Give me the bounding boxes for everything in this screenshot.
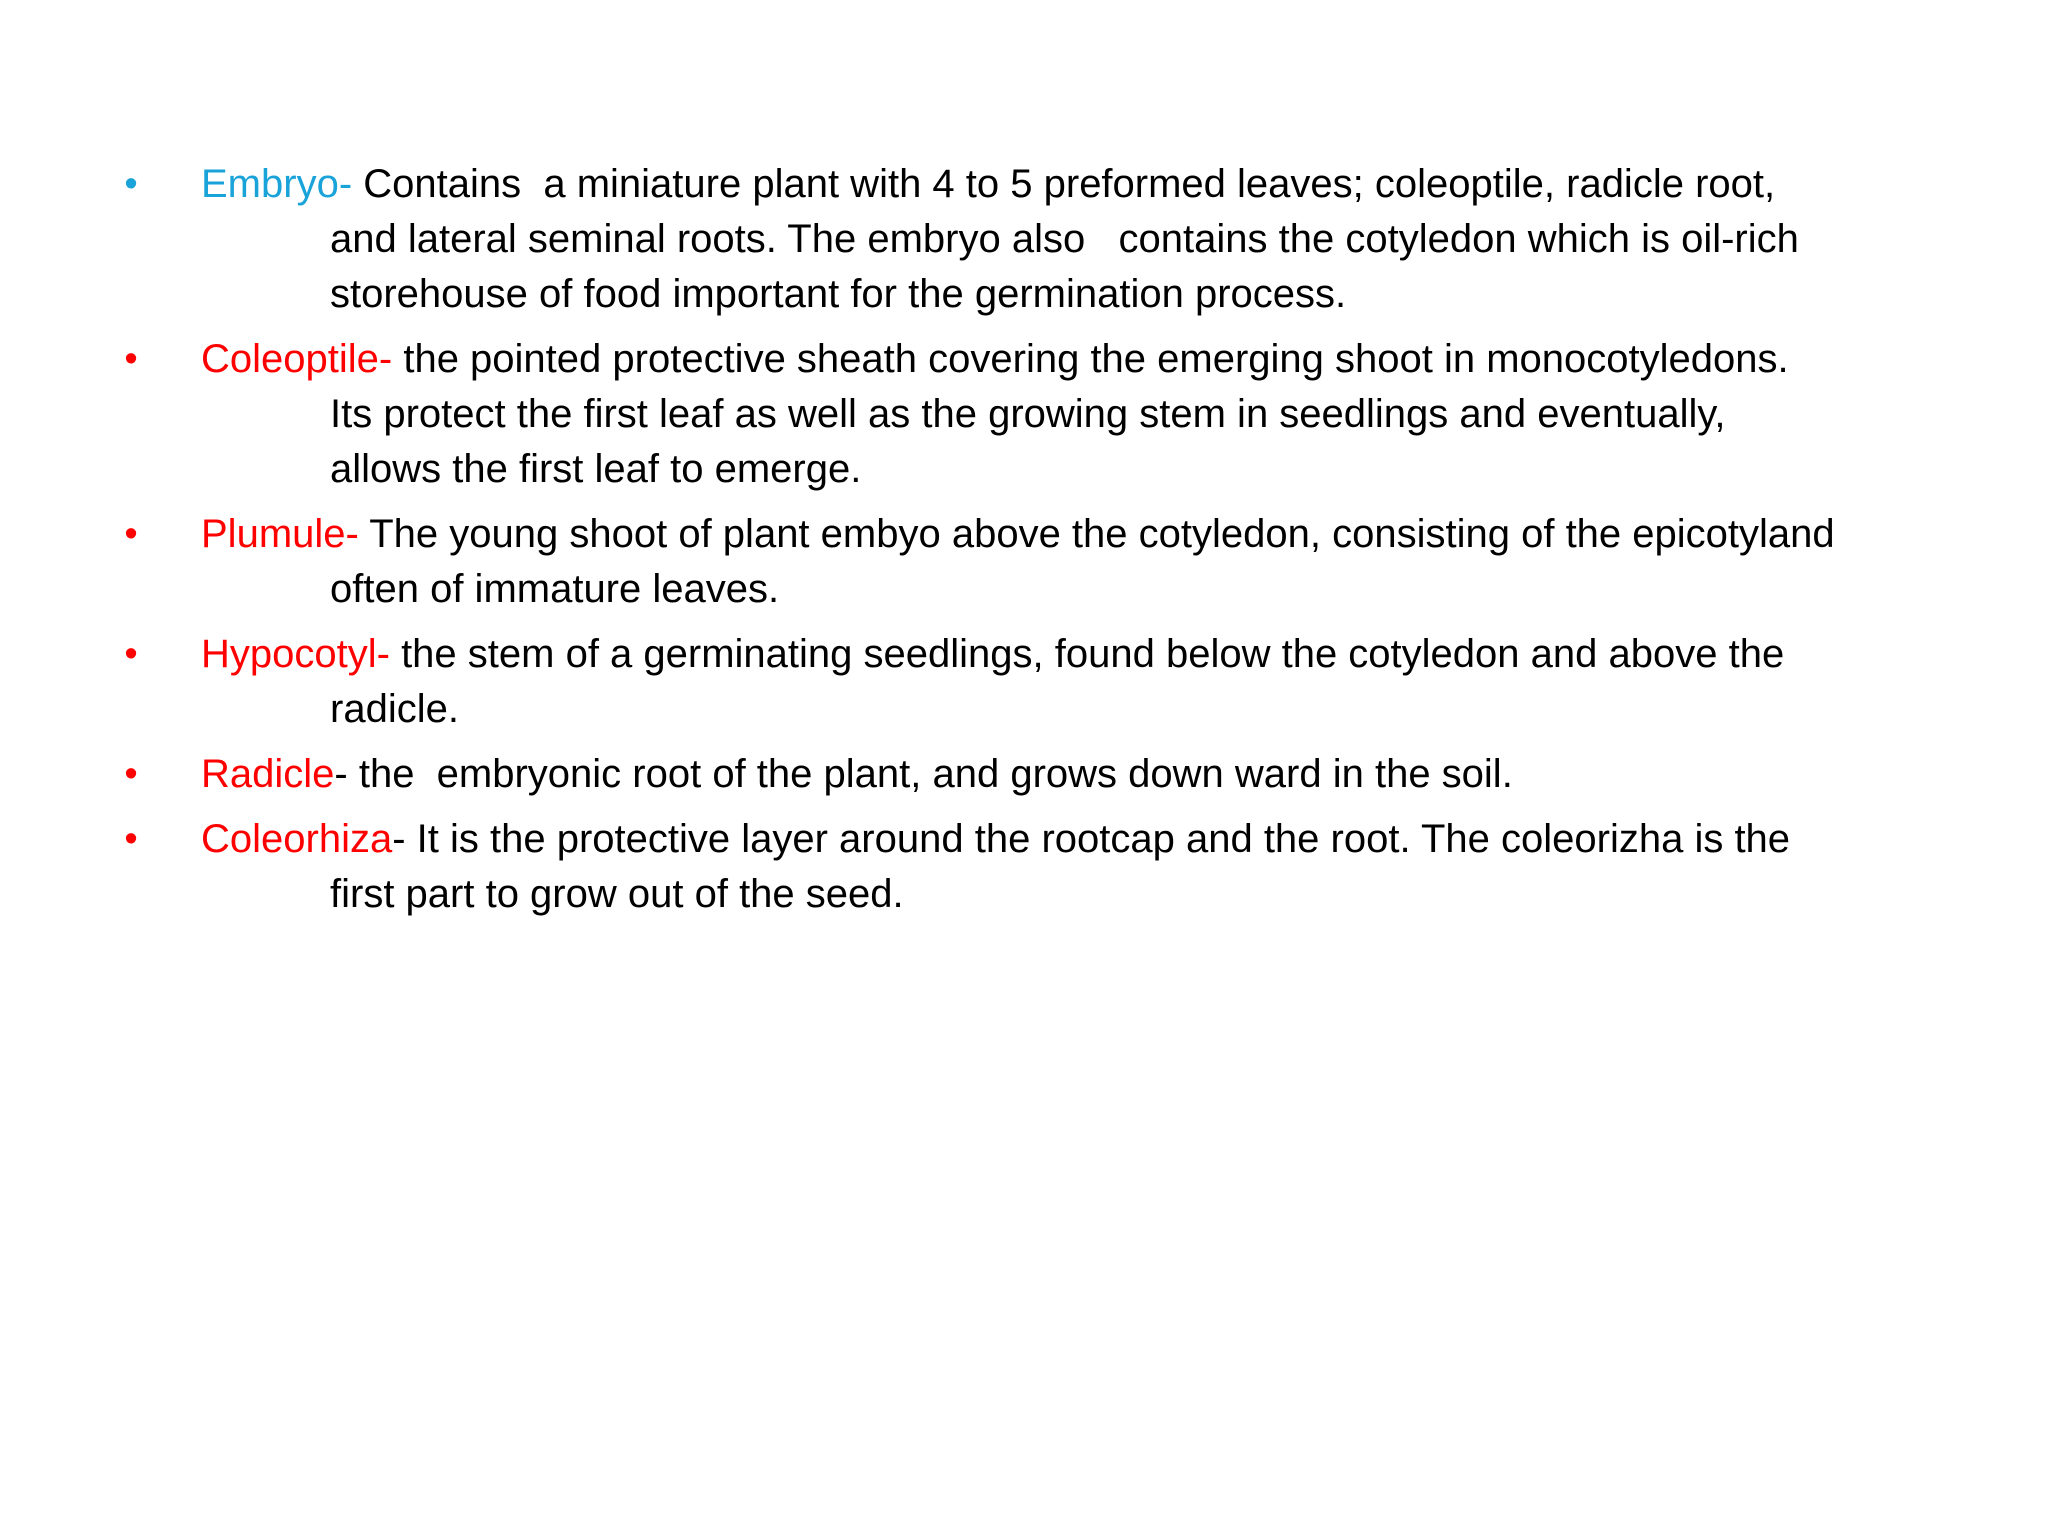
- term-label: Plumule-: [201, 512, 370, 556]
- definition-text: - It is the protective layer around the rootcap and the root. The coleorizha is the: [392, 817, 1791, 861]
- term-label: Coleorhiza: [201, 817, 393, 861]
- bullet-list: [0, 157, 2048, 932]
- list-item-first-line: [0, 747, 2048, 802]
- continuation-line: first part to grow out of the seed.: [330, 872, 904, 916]
- continuation-line: often of immature leaves.: [330, 567, 780, 611]
- bullet-dot-icon: •: [124, 513, 138, 555]
- list-item-first-line: [0, 627, 2048, 682]
- list-item-coleoptile: [0, 332, 2048, 497]
- definition-text: - the embryonic root of the plant, and grows down ward in the soil.: [334, 752, 1513, 796]
- bullet-dot-icon: •: [124, 753, 138, 795]
- definition-text: the stem of a germinating seedlings, found below the cotyledon and above the: [401, 632, 1785, 676]
- continuation-line: radicle.: [330, 687, 459, 731]
- continuation-line: allows the first leaf to emerge.: [330, 447, 862, 491]
- list-item-first-line: [0, 332, 2048, 387]
- bullet-dot-icon: •: [124, 633, 138, 675]
- term-label: Hypocotyl-: [201, 632, 402, 676]
- bullet-dot-icon: •: [124, 338, 138, 380]
- list-item-radicle: [0, 747, 2048, 802]
- list-item-embryo: [0, 157, 2048, 322]
- list-item-first-line: [0, 157, 2048, 212]
- continuation-line: Its protect the first leaf as well as the growing stem in seedlings and eventually,: [330, 392, 1726, 436]
- list-item-coleorhiza: [0, 812, 2048, 922]
- term-label: Radicle: [201, 752, 335, 796]
- continuation-line: and lateral seminal roots. The embryo also contains the cotyledon which is oil-rich: [330, 217, 1799, 261]
- definition-text: The young shoot of plant embyo above the cotyledon, consisting of the epicotyland: [369, 512, 1835, 556]
- term-label: Embryo-: [201, 162, 364, 206]
- bullet-dot-icon: •: [124, 163, 138, 205]
- bullet-dot-icon: •: [124, 818, 138, 860]
- list-item-plumule: [0, 507, 2048, 617]
- term-label: Coleoptile-: [201, 337, 404, 381]
- list-item-first-line: [0, 812, 2048, 867]
- definition-text: Contains a miniature plant with 4 to 5 preformed leaves; coleoptile, radicle root,: [363, 162, 1776, 206]
- definition-text: the pointed protective sheath covering the emerging shoot in monocotyledons.: [403, 337, 1789, 381]
- list-item-hypocotyl: [0, 627, 2048, 737]
- continuation-line: storehouse of food important for the germination process.: [330, 272, 1347, 316]
- list-item-first-line: [0, 507, 2048, 562]
